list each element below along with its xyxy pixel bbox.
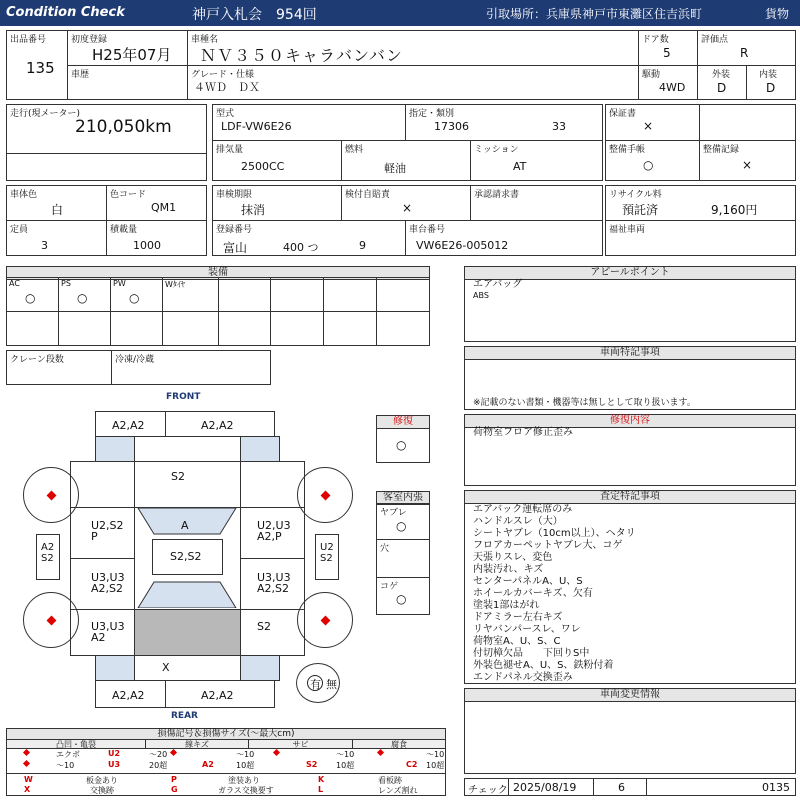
history-box <box>67 65 188 100</box>
equip-wtire <box>162 277 219 312</box>
lot-number: 135 <box>26 59 55 77</box>
note-line-15: エンドパネル交換歪み <box>473 672 573 683</box>
displacement-label: 排気量 <box>216 145 244 155</box>
door-left-3 <box>70 609 135 656</box>
fridge-box <box>111 350 271 385</box>
special-title: 車両特記事項 <box>465 347 795 360</box>
inspection-label: 車検期限 <box>216 190 253 200</box>
category: 33 <box>552 120 566 133</box>
plate-number: 9 <box>359 239 366 252</box>
legend-g2-r2a: A2 <box>202 760 214 769</box>
interior-burn-cell <box>376 577 430 615</box>
color-code-label: 色コード <box>110 190 147 200</box>
legend-group-3 <box>248 739 353 749</box>
fuel-label: 燃料 <box>345 145 364 155</box>
insurance-box <box>341 185 471 221</box>
model-label: 型式 <box>216 109 235 119</box>
equip-ps-mark: ○ <box>77 291 88 305</box>
grille <box>134 436 241 462</box>
headlight-left <box>95 436 135 462</box>
interior-box <box>746 65 796 100</box>
repair-panel <box>464 414 796 486</box>
inspector: 6 <box>618 781 625 794</box>
interior-grade: D <box>766 81 776 95</box>
appeal-title: アピールポイント <box>465 267 795 280</box>
chassis-label: 車台番号 <box>409 225 446 235</box>
repair-title: 修復内容 <box>465 415 795 428</box>
crane-label: クレーン段数 <box>10 355 64 365</box>
equip-blank-10 <box>270 311 324 346</box>
equip-pw <box>110 277 163 312</box>
manual: ○ <box>643 158 654 172</box>
spare-has: 有 <box>310 678 321 691</box>
taillight-right <box>240 655 280 681</box>
body-color: 白 <box>51 203 64 217</box>
taillight-left <box>95 655 135 681</box>
legend-g1-r2b: U3 <box>108 760 121 769</box>
legend-mark-x-desc: 交換跡 <box>90 786 114 795</box>
lot-number-label: 出品番号 <box>10 35 47 45</box>
side-right-b: S2 <box>320 553 333 564</box>
displacement-box <box>212 140 342 181</box>
legend-mark-w: W <box>24 775 33 784</box>
door-left-3-a: U3,U3 <box>91 620 125 633</box>
door-left-1-b: P <box>91 530 98 543</box>
note-line-10: ドアミラー左右キズ <box>473 612 563 623</box>
vehicle-kind: 貨物 <box>765 7 790 21</box>
legend-g1-r2a: ～10 <box>56 761 75 770</box>
crane-box <box>6 350 112 385</box>
legend-group-2 <box>145 739 249 749</box>
note-line-5: 天張りスレ、変色 <box>473 552 553 563</box>
repair-text: 荷物室フロア修正歪み <box>473 427 573 438</box>
interior-tear-label: ヤブレ <box>380 508 407 518</box>
note-line-12: 荷物室A、U、S、C <box>473 636 561 647</box>
door-left-2 <box>70 558 135 610</box>
manual-label: 整備手帳 <box>609 145 646 155</box>
legend-mark-k: K <box>318 775 325 784</box>
mission-label: ミッション <box>474 145 519 155</box>
legend-g3-r2a: S2 <box>306 760 318 769</box>
rear-right-damage: A2,A2 <box>201 689 234 702</box>
wheel-marker-icon <box>47 491 57 501</box>
door-count: 5 <box>663 46 671 60</box>
change-panel <box>464 688 796 774</box>
capacity-label: 定員 <box>10 225 29 235</box>
score-box <box>697 30 796 66</box>
legend-group-3-name: サビ <box>292 740 309 749</box>
rear-center <box>134 655 241 681</box>
fender-right <box>240 461 305 508</box>
interior-burn: ○ <box>396 592 407 606</box>
fuel: 軽油 <box>384 162 406 175</box>
car-name-box <box>187 30 639 66</box>
equip-pw-label: PW <box>113 279 126 288</box>
legend-mark-l: L <box>318 785 324 794</box>
door-right-3-damage: S2 <box>257 620 271 633</box>
door-count-label: ドア数 <box>642 35 669 45</box>
recycle-fee: 9,160円 <box>711 203 758 217</box>
mileage-box <box>6 104 207 154</box>
chassis-number: VW6E26-005012 <box>416 239 509 252</box>
welfare-box <box>605 220 796 256</box>
legend-mark-g: G <box>171 785 178 794</box>
note-line-11: リヤバンパースレ、ワレ <box>473 624 581 635</box>
interior-tear-cell <box>376 503 430 540</box>
inspection-notes-panel <box>464 490 796 684</box>
transfer-label: 承認請求書 <box>474 190 520 200</box>
door-right-1-b: A2,P <box>257 530 282 543</box>
pickup-location: 引取場所：兵庫県神戸市東灘区住吉浜町 <box>486 7 703 21</box>
roof-damage: S2,S2 <box>170 550 202 563</box>
color-code-box <box>106 185 207 221</box>
cargo-floor <box>134 609 241 656</box>
equip-blank-4 <box>376 277 430 312</box>
headlight-right <box>240 436 280 462</box>
recycle-box <box>605 185 796 221</box>
legend-row-2 <box>6 760 446 770</box>
legend-g4-r1a: C1 <box>406 749 417 758</box>
insurance-label: 検付自賠責 <box>345 190 391 200</box>
load: 1000 <box>133 239 161 252</box>
inspection-notes-title: 査定特記事項 <box>465 491 795 504</box>
repair-mark-title: 修復 <box>377 416 429 429</box>
door-left-3-b: A2 <box>91 631 106 644</box>
fender-left <box>70 461 135 508</box>
legend-row-1 <box>6 749 446 759</box>
records-label: 整備記録 <box>703 145 740 155</box>
history-label: 車歴 <box>71 70 90 80</box>
score: R <box>740 46 749 60</box>
change-title: 車両変更情報 <box>465 689 795 702</box>
note-line-9: 塗装1部はがれ <box>473 600 540 611</box>
note-line-3: シートヤブレ（10cm以上）、ヘタリ <box>473 528 636 539</box>
welfare-label: 福祉車両 <box>609 225 646 235</box>
plate-class: 400 つ <box>283 241 319 254</box>
rear-center-damage: X <box>162 661 170 674</box>
drive-label: 駆動 <box>642 70 661 80</box>
interior-label: 内装 <box>759 70 778 80</box>
legend-g2-r1b: ～10 <box>236 750 255 759</box>
plate-region: 富山 <box>223 241 248 255</box>
legend-g3-r1b: ～10 <box>336 750 355 759</box>
repair-mark-box <box>376 415 430 463</box>
front-bumper-right <box>165 411 275 437</box>
grade-label: グレード・仕様 <box>191 70 255 80</box>
check-number: 0135 <box>762 781 790 794</box>
displacement: 2500CC <box>241 160 285 173</box>
inspection-box <box>212 185 342 221</box>
legend-g3-r2b: 10超 <box>336 761 355 770</box>
door-left-1 <box>70 507 135 559</box>
inspector-box <box>593 778 647 796</box>
front-left-damage: A2,A2 <box>112 419 145 432</box>
door-right-1-a: U2,U3 <box>257 519 291 532</box>
records: × <box>742 158 753 172</box>
legend-diamond-icon <box>23 760 30 767</box>
fuel-box <box>341 140 471 181</box>
legend-g1-r2c: 20超 <box>149 761 168 770</box>
equip-pw-mark: ○ <box>129 291 140 305</box>
chassis-box <box>405 220 603 256</box>
legend-marks <box>6 773 446 795</box>
door-right-2-a: U3,U3 <box>257 571 291 584</box>
note-line-7: センターパネルA、U、S <box>473 576 583 587</box>
insurance: × <box>402 201 413 215</box>
grade: ４ＷＤ ＤＸ <box>194 81 260 94</box>
mission-box <box>470 140 603 181</box>
equip-ps-label: PS <box>61 279 71 288</box>
mileage-label: 走行(現メーター) <box>10 109 81 119</box>
note-line-1: エアバック運転席のみ <box>473 504 573 515</box>
equip-blank-1 <box>218 277 271 312</box>
transfer-box <box>470 185 603 221</box>
hood-damage: S2 <box>171 470 185 483</box>
legend-diamond-icon <box>23 749 30 756</box>
model-box <box>212 104 406 141</box>
note-line-6: 内装汚れ、キズ <box>473 564 544 575</box>
records-box <box>699 140 796 181</box>
equip-blank-5 <box>6 311 59 346</box>
warranty-label: 保証書 <box>609 109 637 119</box>
exterior-grade: D <box>717 81 727 95</box>
exterior-label: 外装 <box>712 70 731 80</box>
equip-blank-7 <box>110 311 163 346</box>
spare-none: 無 <box>326 678 337 691</box>
legend-group-4 <box>352 739 446 749</box>
side-left-b: S2 <box>41 553 54 564</box>
note-line-8: ホイールカバーキズ、欠有 <box>473 588 593 599</box>
check-date-box <box>508 778 594 796</box>
equip-blank-9 <box>218 311 271 346</box>
rear-label: REAR <box>171 711 198 721</box>
door-left-2-b: A2,S2 <box>91 582 124 595</box>
model: LDF-VW6E26 <box>221 120 292 133</box>
door-left-1-a: U2,S2 <box>91 519 124 532</box>
wheel-front-right <box>297 467 353 523</box>
body-color-box <box>6 185 107 221</box>
capacity: 3 <box>41 239 48 252</box>
equip-blank-11 <box>323 311 377 346</box>
mission: AT <box>513 160 527 173</box>
legend-g1-r1a: エクボ <box>56 750 80 759</box>
load-label: 積載量 <box>110 225 138 235</box>
check-label: チェック <box>468 785 508 796</box>
equipment-title: 装備 <box>7 267 429 280</box>
equip-ps <box>58 277 111 312</box>
drive: 4WD <box>659 81 686 94</box>
rear-left-damage: A2,A2 <box>112 689 145 702</box>
legend-group-1 <box>6 739 146 749</box>
front-bumper-left <box>95 411 166 437</box>
special-note: ※記載のない書類・機器等は無しとして取り扱います。 <box>473 398 696 408</box>
front-label: FRONT <box>166 392 201 402</box>
legend-g4-r2b: 10超 <box>426 761 445 770</box>
recycle-status: 預託済 <box>622 203 659 217</box>
wheel-rear-left <box>23 592 79 648</box>
brand-title: Condition Check <box>6 5 125 20</box>
legend-mark-p-desc: 塗装あり <box>228 776 260 785</box>
side-left-a: A2 <box>41 542 55 553</box>
designation: 17306 <box>434 120 469 133</box>
door-right-3 <box>240 609 305 656</box>
front-right-damage: A2,A2 <box>201 419 234 432</box>
inspection: 抹消 <box>241 203 266 217</box>
rear-bumper-left <box>95 680 166 708</box>
interior-hole-cell <box>376 539 430 578</box>
door-right-2-b: A2,S2 <box>257 582 290 595</box>
equip-blank-8 <box>162 311 219 346</box>
legend-diamond-icon <box>377 749 384 756</box>
door-count-box <box>638 30 698 66</box>
roof <box>152 539 223 575</box>
interior-trim-title: 客室内張 <box>377 492 429 505</box>
wheel-marker-icon <box>47 616 57 626</box>
header-bar <box>0 0 800 26</box>
legend-g4-r2a: C2 <box>406 760 418 769</box>
note-line-13: 付切樟欠品 下回りS中 <box>473 648 590 659</box>
side-panel-right <box>315 534 339 580</box>
note-line-14: 外装色褪せA、U、S、鉄粉付着 <box>473 660 614 671</box>
warranty-blank <box>699 104 796 141</box>
wheel-front-left <box>23 467 79 523</box>
appeal-line-2: ABS <box>473 291 489 300</box>
capacity-box <box>6 220 107 256</box>
legend-diamond-icon <box>170 749 177 756</box>
first-registration-box <box>67 30 188 66</box>
legend-group-4-name: 腐食 <box>391 740 407 749</box>
body-color-label: 車体色 <box>10 190 38 200</box>
first-registration: H25年07月 <box>92 46 172 64</box>
grade-box <box>187 65 639 100</box>
first-registration-label: 初度登録 <box>71 35 108 45</box>
door-right-2 <box>240 558 305 610</box>
load-box <box>106 220 207 256</box>
legend-mark-k-desc: 看板跡 <box>378 776 402 785</box>
exterior-box <box>697 65 747 100</box>
note-line-4: フロアカーペットヤブレ大、コゲ <box>473 540 623 551</box>
legend-mark-w-desc: 板金あり <box>86 776 118 785</box>
auction-title: 神戸入札会 954回 <box>192 7 317 23</box>
score-label: 評価点 <box>701 35 729 45</box>
wheel-marker-icon <box>321 491 331 501</box>
wheel-rear-right <box>297 592 353 648</box>
side-panel-left <box>36 534 60 580</box>
door-right-1 <box>240 507 305 559</box>
appeal-line-1: エアバッグ <box>473 279 523 290</box>
designation-label: 指定・類別 <box>409 109 455 119</box>
plate-box <box>212 220 406 256</box>
equip-blank-6 <box>58 311 111 346</box>
plate-label: 登録番号 <box>216 225 253 235</box>
equip-blank-3 <box>323 277 377 312</box>
interior-tear: ○ <box>396 519 407 533</box>
legend-g2-r2b: 10超 <box>236 761 255 770</box>
equip-ac-label: AC <box>9 279 20 288</box>
note-line-2: ハンドルスレ（大） <box>473 516 563 527</box>
legend-mark-g-desc: ガラス交換要す <box>218 786 274 795</box>
check-label-box <box>464 778 509 796</box>
legend-mark-p: P <box>171 775 177 784</box>
legend-group-2-name: 線キズ <box>185 740 209 749</box>
appeal-panel <box>464 266 796 342</box>
interior-burn-label: コゲ <box>380 582 399 592</box>
recycle-label: リサイクル料 <box>609 190 662 200</box>
drive-box <box>638 65 698 100</box>
door-left-2-a: U3,U3 <box>91 571 125 584</box>
equip-blank-2 <box>270 277 324 312</box>
legend-g1-r1b: U2 <box>108 749 121 758</box>
check-number-box <box>646 778 796 796</box>
rear-bumper-right <box>165 680 275 708</box>
legend-title: 損傷記号＆損傷サイズ(～最大cm) <box>7 729 445 740</box>
designation-box <box>405 104 603 141</box>
interior-hole-label: 穴 <box>380 544 390 554</box>
fridge-label: 冷凍/冷蔵 <box>115 355 155 365</box>
side-right-a: U2 <box>320 542 334 553</box>
legend-mark-x: X <box>24 785 31 794</box>
legend-group-1-name: 凸凹・亀裂 <box>56 740 96 749</box>
windshield-damage: A <box>181 519 189 532</box>
warranty: × <box>643 119 654 133</box>
equip-blank-12 <box>376 311 430 346</box>
equip-ac <box>6 277 59 312</box>
legend-g1-r1c: ～20 <box>149 750 168 759</box>
legend-diamond-icon <box>273 749 280 756</box>
mileage-blank-box <box>6 153 207 181</box>
car-name: ＮＶ３５０キャラバンバン <box>200 46 403 65</box>
car-name-label: 車種名 <box>191 35 219 45</box>
repair-mark: ○ <box>396 438 407 452</box>
legend-g2-r1a: A1 <box>202 749 213 758</box>
warranty-box <box>605 104 700 141</box>
manual-box <box>605 140 700 181</box>
color-code: QM1 <box>151 201 177 214</box>
wheel-marker-icon <box>321 616 331 626</box>
equip-wtire-label: Wﾀｲﾔ <box>165 280 185 289</box>
equip-ac-mark: ○ <box>25 291 36 305</box>
check-date: 2025/08/19 <box>513 781 577 794</box>
hood <box>134 461 241 508</box>
lot-number-box <box>6 30 68 100</box>
mileage: 210,050km <box>75 117 172 137</box>
legend-g3-r1a: S1 <box>306 749 317 758</box>
legend-g4-r1b: ～10 <box>426 750 445 759</box>
special-panel <box>464 346 796 410</box>
legend-mark-l-desc: レンズ割れ <box>378 786 418 795</box>
rear-glass <box>138 582 236 608</box>
